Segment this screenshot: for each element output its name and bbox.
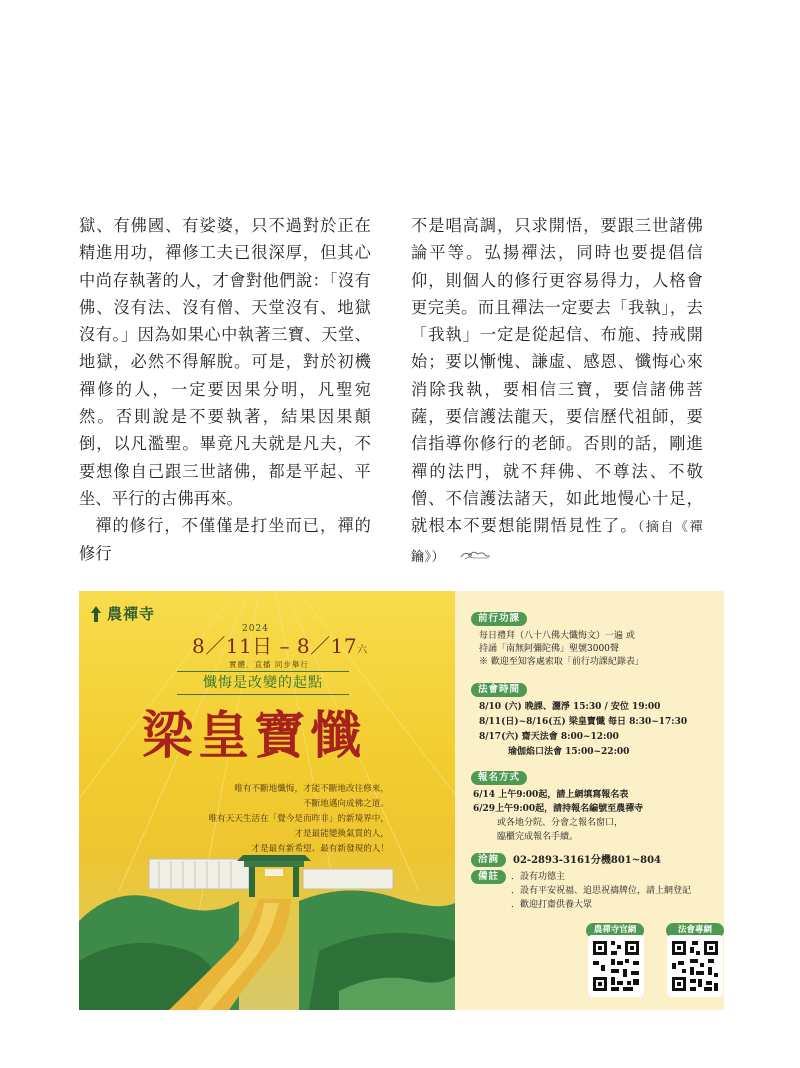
description-line: 唯有天天生活在「覺今是而昨非」的新境界中， bbox=[208, 814, 389, 824]
cloud-ornament-icon bbox=[459, 542, 491, 569]
hybrid-note: 實體．直播 同步舉行 bbox=[229, 660, 309, 669]
inquiry-phone bbox=[513, 854, 661, 868]
article-right-column bbox=[411, 212, 703, 571]
info-line: ．設有功德主 bbox=[511, 872, 566, 882]
info-line bbox=[508, 746, 629, 760]
article-paragraph bbox=[411, 212, 703, 571]
info-line: 每日禮拜（八十八佛大懺悔文）一遍 或 bbox=[479, 631, 635, 641]
schedule-line: 瑜伽焰口法會 15:00~22:00 bbox=[508, 747, 630, 757]
inquiry-label: 洽詢 bbox=[471, 853, 506, 867]
phone-number: 02-2893-3161分機801~804 bbox=[513, 855, 662, 866]
schedule-label: 法會時間 bbox=[471, 683, 527, 697]
temple-logo-icon bbox=[89, 605, 103, 623]
article-paragraph-text: 不是唱高調，只求開悟，要跟三世諸佛論平等。弘揚禪法，同時也要提倡信仰，則個人的修行更容易得力，人格會更完美。而且禪法一定要去「我執」，去「我執」一定是從起信、布施、持戒開始；要以慚愧、謙虛、感恩、懺悔心來消除我執，要相信三寶，要信諸佛菩薩，要信護法龍天，要信歷代祖師，要信指導你修行的老師。否則的話，剛進禪的法門，就不拜佛、不尊法、不敬僧、不信護法諸天，如此地慢心十足，就根本不要想能開悟見性了。 bbox=[411, 216, 703, 536]
registration-label: 報名方式 bbox=[471, 771, 527, 785]
info-line: ．設有平安祝福、追思祝禱牌位，請上網登記 bbox=[511, 886, 692, 896]
info-line: 臨櫃完成報名手續。 bbox=[497, 832, 579, 842]
info-line: ※ 歡迎至知客處索取「前行功課紀錄表」 bbox=[479, 657, 644, 667]
schedule-line: 8/10 (六) 晚課、灑淨 15:30 / 安位 19:00 bbox=[479, 702, 661, 712]
date-end-day: 六 bbox=[357, 645, 368, 656]
info-line bbox=[479, 716, 687, 730]
registration-line: 6/29上午9:00起，請持報名編號至農禪寺 bbox=[473, 804, 644, 814]
info-line bbox=[473, 789, 628, 803]
schedule-line: 8/17(六) 齋天法會 8:00~12:00 bbox=[479, 732, 619, 742]
info-line: ．歡迎打齋供養大眾 bbox=[511, 900, 593, 910]
qr-label-event-site: 法會專網 bbox=[666, 923, 724, 938]
pre-practice-label: 前行功課 bbox=[471, 612, 527, 626]
description-line: 唯有不斷地懺悔，才能不斷地改往修來， bbox=[234, 784, 389, 794]
description-line: 才是最有新希望、最有新發現的人！ bbox=[251, 844, 389, 854]
qr-code-website[interactable] bbox=[588, 935, 644, 997]
article-paragraph: 禪的修行，不僅僅是打坐而已，禪的修行 bbox=[79, 516, 371, 563]
poster-slogan: 懺悔是改變的起點 bbox=[177, 671, 349, 695]
info-line bbox=[473, 803, 643, 817]
info-line: 或各地分院、分會之報名窗口， bbox=[497, 818, 624, 828]
event-year: 2024 bbox=[242, 624, 269, 634]
temple-logo bbox=[89, 603, 155, 624]
event-dates bbox=[192, 630, 368, 659]
qr-code-event-site[interactable] bbox=[667, 935, 723, 997]
temple-name: 農禪寺 bbox=[107, 605, 156, 623]
poster-title: 梁皇寶懺 bbox=[142, 706, 367, 766]
info-line bbox=[479, 701, 660, 715]
qr-code-icon bbox=[667, 935, 723, 997]
date-start: 8／11日 bbox=[192, 634, 273, 658]
poster-artwork bbox=[79, 591, 455, 1010]
schedule-line: 8/11(日)~8/16(五) 梁皇寶懺 每日 8:30~17:30 bbox=[479, 717, 688, 727]
temple-landscape-illustration bbox=[79, 841, 455, 1010]
info-line: 持誦「南無阿彌陀佛」聖號3000聲 bbox=[479, 644, 619, 654]
description-line: 才是最能變換氣質的人， bbox=[294, 829, 389, 839]
date-end: 8／17 bbox=[296, 634, 358, 658]
article-left-column bbox=[79, 212, 371, 567]
registration-line: 6/14 上午9:00起，請上網填寫報名表 bbox=[473, 790, 629, 800]
qr-code-icon bbox=[588, 935, 644, 997]
description-line: 不斷地邁向成佛之道。 bbox=[303, 799, 389, 809]
notes-label: 備註 bbox=[471, 870, 506, 884]
qr-label-website: 農禪寺官網 bbox=[586, 923, 644, 938]
event-poster bbox=[79, 591, 724, 1010]
poster-info-panel bbox=[455, 591, 724, 1010]
article-source: （摘自《禪鑰》） bbox=[411, 520, 703, 565]
article-paragraph: 獄、有佛國、有娑婆，只不過對於正在精進用功，禪修工夫已很深厚，但其心中尚存執著的人，才會對他們說：「沒有佛、沒有法、沒有僧、天堂沒有、地獄沒有。」因為如果心中執著三寶、天堂、地獄，必然不得解脫。可是，對於初機禪修的人，一定要因果分明，凡聖宛然。否則說是不要執著，結果因果顛倒，以凡濫聖。畢竟凡夫就是凡夫，不要想像自己跟三世諸佛，都是平起、平坐、平行的古佛再來。 bbox=[79, 216, 371, 508]
date-separator: – bbox=[272, 634, 297, 658]
info-line bbox=[479, 731, 619, 745]
